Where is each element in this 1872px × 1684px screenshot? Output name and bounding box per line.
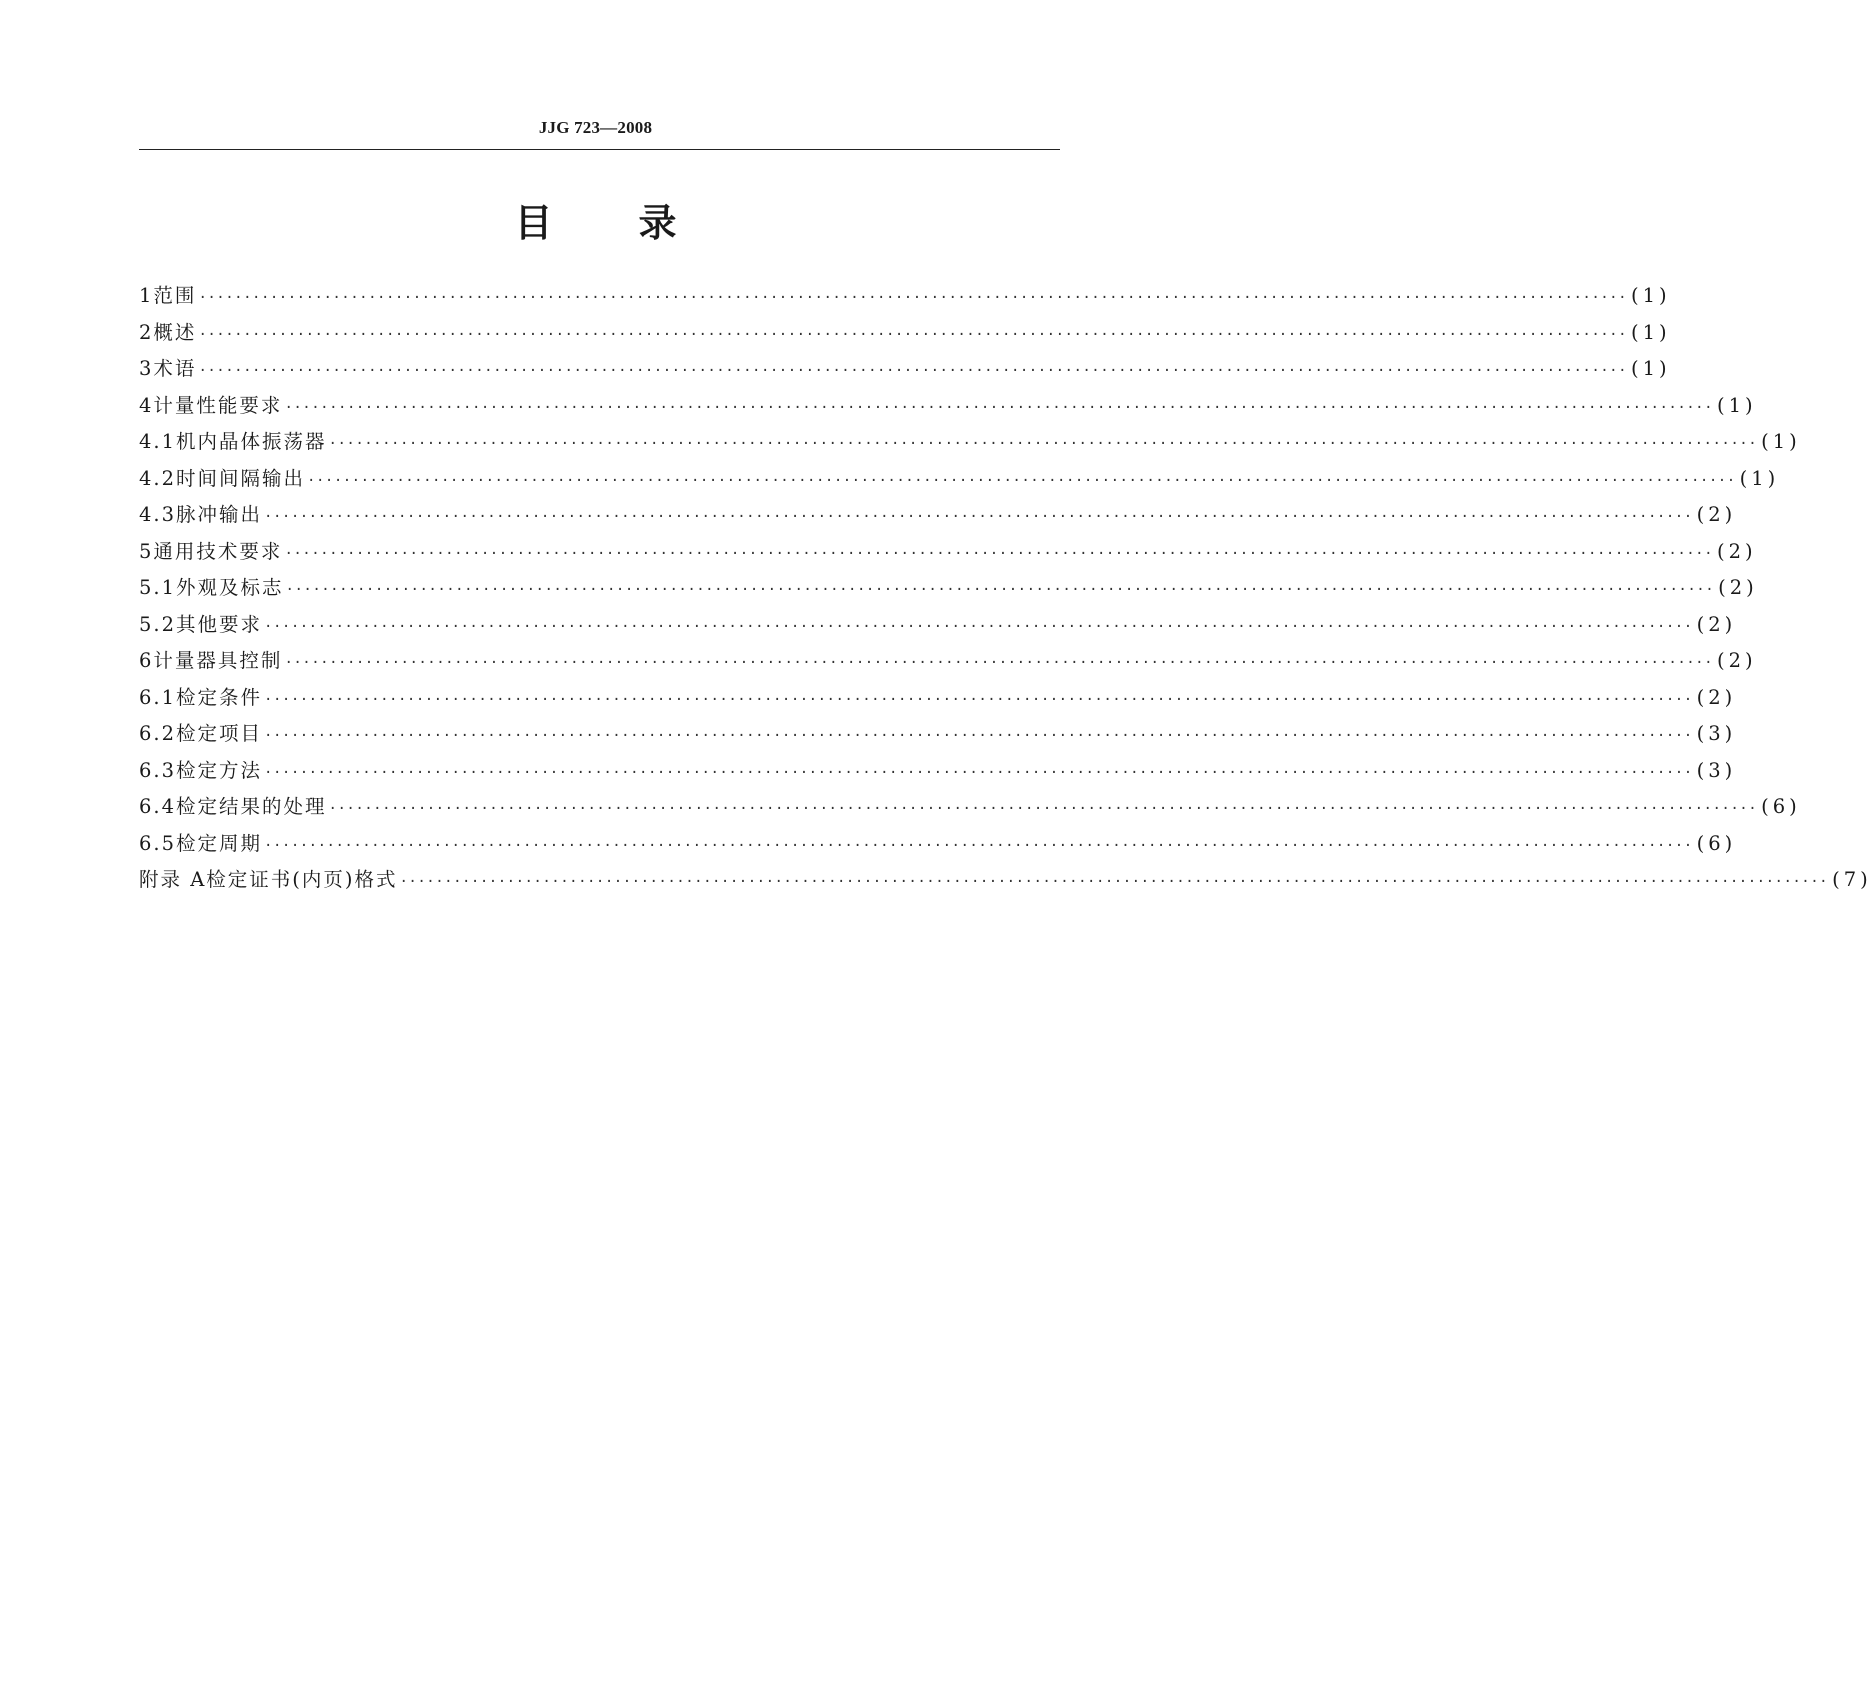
toc-entry-number: 6	[139, 649, 154, 672]
toc-entry-page: (1)	[1631, 284, 1671, 307]
toc-entry-label: 其他要求	[176, 612, 263, 636]
toc-leader-dots: ································································································································································	[328, 801, 1758, 817]
toc-entry-label: 概述	[153, 320, 197, 344]
toc-entry-page: (1)	[1717, 393, 1757, 417]
toc-leader-dots: ································································································································································	[399, 874, 1829, 890]
toc-leader-dots: ································································································································································	[264, 764, 1693, 781]
toc-entry[interactable]	[139, 753, 1737, 790]
toc-entry-page: (2)	[1696, 685, 1737, 709]
toc-leader-dots: ································································································································································	[264, 837, 1693, 854]
toc-entry-label: 机内晶体振荡器	[176, 430, 327, 453]
toc-entry-label: 计量器具控制	[153, 649, 283, 672]
toc-entry-label: 外观及标志	[176, 576, 284, 599]
toc-entry-label: 脉冲输出	[176, 503, 263, 526]
toc-entry-page: (6)	[1696, 831, 1737, 855]
toc-leader-dots: ································································································································································	[264, 728, 1693, 744]
toc-entry-page: (1)	[1631, 357, 1671, 380]
toc-entry-label: 检定方法	[176, 758, 263, 782]
toc-entry-label: 术语	[153, 357, 197, 380]
toc-entry[interactable]	[139, 643, 1757, 680]
toc-entry[interactable]	[139, 497, 1737, 534]
toc-entry[interactable]	[139, 534, 1757, 571]
toc-entry-number: 6.3	[139, 758, 177, 782]
toc-entry-page: (2)	[1718, 576, 1758, 599]
toc-entry[interactable]	[139, 315, 1671, 352]
toc-leader-dots: ································································································································································	[264, 509, 1693, 525]
toc-entry-number: 6.1	[139, 685, 177, 709]
document-code-header: JJG 723—2008	[538, 118, 653, 137]
toc-entry[interactable]	[139, 680, 1737, 717]
toc-entry-number: 6.5	[139, 831, 177, 855]
toc-entry-number: 6.2	[139, 722, 177, 745]
toc-entry-page: (3)	[1696, 722, 1737, 745]
toc-entry-number: 4.1	[139, 430, 177, 453]
toc-entry-number: 5.1	[139, 576, 177, 599]
toc-leader-dots: ································································································································································	[284, 655, 1714, 671]
toc-entry[interactable]	[139, 570, 1758, 607]
toc-entry-page: (2)	[1696, 612, 1737, 636]
toc-leader-dots: ································································································································································	[198, 326, 1628, 343]
toc-entry-label: 范围	[153, 284, 197, 307]
toc-entry[interactable]	[139, 826, 1737, 863]
toc-entry-number: 1	[139, 284, 154, 307]
toc-entry[interactable]	[139, 424, 1801, 461]
toc-leader-dots: ································································································································································	[198, 363, 1628, 379]
table-of-contents	[139, 278, 1872, 899]
toc-entry-page: (1)	[1631, 320, 1671, 344]
toc-entry[interactable]	[139, 461, 1780, 498]
toc-entry[interactable]	[139, 388, 1757, 425]
toc-leader-dots: ································································································································································	[198, 290, 1628, 306]
toc-entry[interactable]	[139, 789, 1801, 826]
toc-entry-page: (2)	[1717, 539, 1757, 563]
toc-entry-label: 检定项目	[176, 722, 263, 745]
toc-entry-label: 检定结果的处理	[176, 795, 327, 818]
toc-entry-page: (7)	[1832, 868, 1872, 891]
toc-leader-dots: ································································································································································	[264, 618, 1693, 635]
toc-entry-page: (3)	[1696, 758, 1737, 782]
toc-entry-label: 时间间隔输出	[176, 466, 306, 490]
toc-title-char-1: 目	[514, 201, 553, 245]
toc-entry[interactable]	[139, 716, 1737, 753]
toc-entry-number: 3	[139, 357, 154, 380]
toc-leader-dots: ································································································································································	[284, 399, 1714, 416]
toc-entry-number: 4.3	[139, 503, 177, 526]
toc-entry-label: 计量性能要求	[153, 393, 283, 417]
toc-entry-number: 5	[139, 539, 154, 563]
toc-leader-dots: ································································································································································	[284, 545, 1714, 562]
toc-entry-label: 检定证书(内页)格式	[206, 868, 398, 891]
toc-entry-number: 6.4	[139, 795, 177, 818]
toc-entry-page: (1)	[1739, 466, 1780, 490]
toc-entry[interactable]	[139, 351, 1671, 388]
toc-entry-page: (1)	[1761, 430, 1801, 453]
toc-entry-number: 4	[139, 393, 154, 417]
toc-entry-page: (2)	[1696, 503, 1737, 526]
toc-entry[interactable]	[139, 862, 1872, 899]
toc-leader-dots: ································································································································································	[285, 582, 1715, 598]
toc-title-char-2: 录	[638, 201, 677, 245]
toc-entry[interactable]	[139, 607, 1737, 644]
toc-leader-dots: ································································································································································	[264, 691, 1693, 708]
toc-entry-page: (6)	[1761, 795, 1801, 818]
toc-entry[interactable]	[139, 278, 1671, 315]
toc-entry-label: 通用技术要求	[153, 539, 283, 563]
toc-leader-dots: ································································································································································	[328, 436, 1758, 452]
toc-title	[0, 198, 1191, 248]
toc-entry-page: (2)	[1717, 649, 1757, 672]
toc-entry-number: 5.2	[139, 612, 177, 636]
header-rule	[139, 149, 1060, 150]
toc-entry-label: 检定条件	[176, 685, 263, 709]
toc-entry-number: 4.2	[139, 466, 177, 490]
toc-entry-number: 2	[139, 320, 154, 344]
toc-leader-dots: ································································································································································	[307, 472, 1736, 489]
toc-entry-label: 检定周期	[176, 831, 263, 855]
toc-entry-number: 附录 A	[139, 868, 207, 891]
